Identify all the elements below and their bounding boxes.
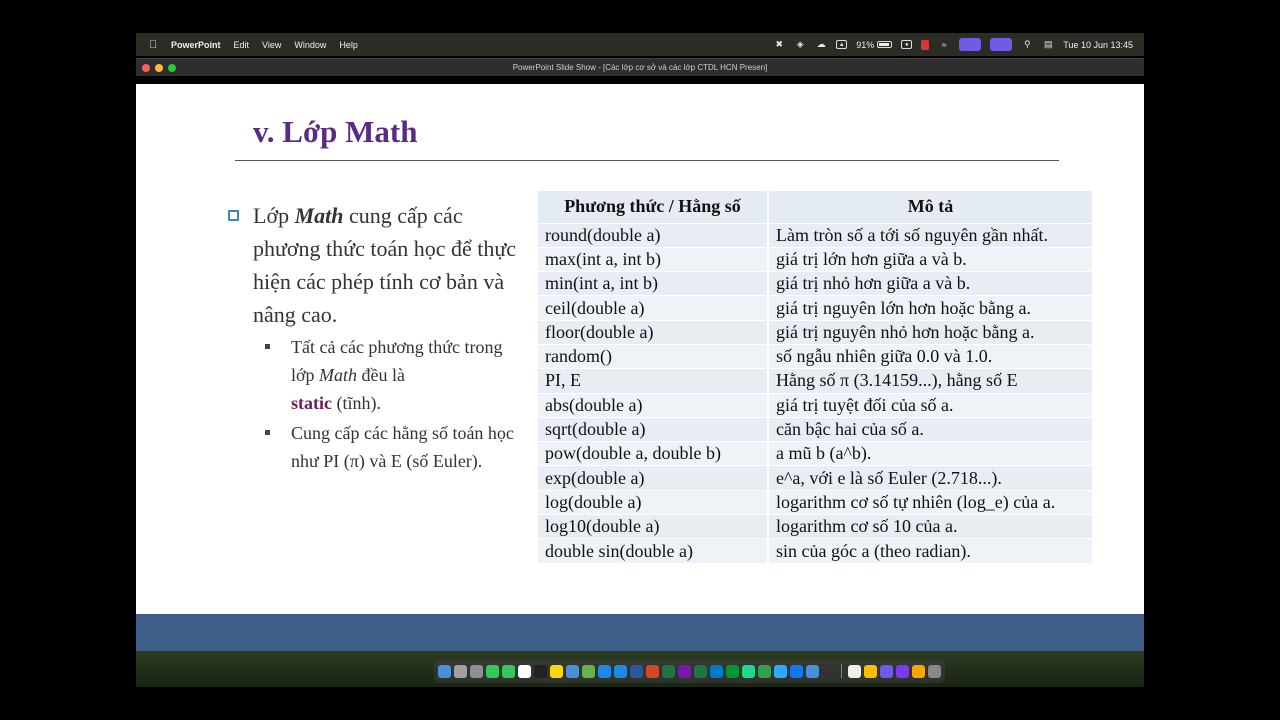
dock-chrome-icon[interactable]: [864, 665, 877, 678]
method-cell: random(): [538, 344, 768, 368]
dock-screenshot-icon[interactable]: [928, 665, 941, 678]
table-row: [538, 393, 1092, 417]
status-area: [773, 38, 1144, 51]
dock-pycharm-icon[interactable]: [742, 665, 755, 678]
description-cell: số ngẫu nhiên giữa 0.0 và 1.0.: [768, 344, 1092, 368]
table-row: [538, 223, 1092, 247]
user-icon[interactable]: ●: [901, 40, 912, 49]
method-cell: pow(double a, double b): [538, 442, 768, 466]
layers-icon[interactable]: ◈: [796, 39, 804, 49]
title-divider: [235, 160, 1059, 161]
window-title: PowerPoint Slide Show - [Các lớp cơ sở và các lớp CTDL HCN Presen]: [512, 63, 768, 72]
description-cell: Hằng số π (3.14159...), hằng số E: [768, 369, 1092, 393]
dock-notion-icon[interactable]: [534, 665, 547, 678]
dock-area: [136, 651, 1144, 687]
table-row: [538, 272, 1092, 296]
battery-percent: 91%: [856, 39, 875, 50]
dock-anki-icon[interactable]: [806, 665, 819, 678]
dock-photoshop-icon[interactable]: [774, 665, 787, 678]
sub-bullet-list: [291, 333, 526, 475]
description-cell: giá trị tuyệt đối của số a.: [768, 393, 1092, 417]
dock-mindnode-icon[interactable]: [880, 665, 893, 678]
description-cell: sin của góc a (theo radian).: [768, 539, 1092, 563]
table-row: [538, 490, 1092, 514]
dock-powerpoint-icon[interactable]: [646, 665, 659, 678]
bullet-text-pre: Lớp: [253, 203, 295, 228]
table-row: [538, 247, 1092, 271]
slide-canvas[interactable]: [136, 84, 1144, 614]
clock[interactable]: Tue 10 Jun 13:45: [1063, 39, 1133, 50]
dock-safari-icon[interactable]: [614, 665, 627, 678]
description-cell: logarithm cơ số tự nhiên (log_e) của a.: [768, 490, 1092, 514]
header-method: Phương thức / Hằng số: [538, 191, 768, 223]
record-icon[interactable]: [921, 40, 929, 50]
dock-pages-icon[interactable]: [912, 665, 925, 678]
dock-texteditor-icon[interactable]: [848, 665, 861, 678]
maximize-window-button[interactable]: [168, 64, 176, 72]
sub-bullet-post: (tĩnh).: [331, 393, 381, 413]
dock-onenote-icon[interactable]: [678, 665, 691, 678]
dock-facetime-icon[interactable]: [502, 665, 515, 678]
screen-mirror-icon[interactable]: [959, 38, 981, 51]
sub-bullet-static: [291, 333, 526, 417]
menu-window[interactable]: Window: [294, 39, 327, 50]
sub-bullet-text: Cung cấp các hằng số toán học như PI (π) và E (số Euler).: [291, 423, 514, 471]
traffic-lights: [142, 64, 176, 72]
menu-app-name[interactable]: PowerPoint: [171, 39, 221, 50]
description-cell: Làm tròn số a tới số nguyên gần nhất.: [768, 223, 1092, 247]
menu-help[interactable]: Help: [339, 39, 358, 50]
method-cell: PI, E: [538, 369, 768, 393]
method-cell: double sin(double a): [538, 539, 768, 563]
table-row: [538, 369, 1092, 393]
description-cell: e^a, với e là số Euler (2.718...).: [768, 466, 1092, 490]
dock-vscode-icon[interactable]: [710, 665, 723, 678]
small-square-bullet-icon: [265, 344, 270, 349]
mute-icon[interactable]: ✖: [775, 39, 784, 49]
method-cell: sqrt(double a): [538, 417, 768, 441]
header-description: Mô tả: [768, 191, 1092, 223]
table-row: [538, 296, 1092, 320]
method-cell: floor(double a): [538, 320, 768, 344]
methods-table: [538, 191, 1092, 564]
method-cell: ceil(double a): [538, 296, 768, 320]
method-cell: log(double a): [538, 490, 768, 514]
cloud-icon[interactable]: ☁: [816, 39, 826, 49]
dock-terminal-icon[interactable]: [822, 665, 835, 678]
wifi-icon[interactable]: ≈: [941, 39, 947, 50]
method-cell: min(int a, int b): [538, 272, 768, 296]
method-cell: exp(double a): [538, 466, 768, 490]
dock-launchpad-icon[interactable]: [454, 665, 467, 678]
description-cell: giá trị nhỏ hơn giữa a và b.: [768, 272, 1092, 296]
search-icon[interactable]: ⚲: [1023, 39, 1031, 49]
method-cell: max(int a, int b): [538, 247, 768, 271]
bullet-text-emph: Math: [294, 203, 344, 228]
slide-footer-band: [136, 614, 1144, 651]
method-cell: abs(double a): [538, 393, 768, 417]
battery-icon: [877, 41, 892, 48]
method-cell: round(double a): [538, 223, 768, 247]
description-cell: giá trị lớn hơn giữa a và b.: [768, 247, 1092, 271]
dock-vim-icon[interactable]: [726, 665, 739, 678]
table-row: [538, 344, 1092, 368]
table-row: [538, 320, 1092, 344]
apple-icon[interactable]: [149, 39, 161, 51]
main-bullet: [226, 199, 526, 331]
dock-word-icon[interactable]: [630, 665, 643, 678]
sub-bullet-pre: Tất cả các phương thức trong lớp: [291, 337, 503, 385]
table-row: [538, 515, 1092, 539]
dock-settings-icon[interactable]: [470, 665, 483, 678]
window-icon[interactable]: [990, 38, 1012, 51]
description-cell: giá trị nguyên lớn hơn hoặc bằng a.: [768, 296, 1092, 320]
dock-separator: [841, 664, 842, 678]
table-row: [538, 466, 1092, 490]
dock-excel-2-icon[interactable]: [694, 665, 707, 678]
dock-numbers-icon[interactable]: [758, 665, 771, 678]
battery-indicator[interactable]: [856, 40, 892, 50]
description-cell: căn bậc hai của số a.: [768, 417, 1092, 441]
dock: [434, 659, 945, 683]
description-cell: giá trị nguyên nhỏ hơn hoặc bằng a.: [768, 320, 1092, 344]
slide-title: v. Lớp Math: [253, 114, 418, 149]
sub-bullet-constants: [291, 419, 526, 475]
dock-finder-icon[interactable]: [438, 665, 451, 678]
table-header-row: [538, 191, 1092, 223]
minimize-window-button[interactable]: [155, 64, 163, 72]
table-body: [538, 223, 1092, 563]
dock-excel-icon[interactable]: [662, 665, 675, 678]
static-keyword: static: [291, 393, 332, 413]
description-cell: logarithm cơ số 10 của a.: [768, 515, 1092, 539]
menu-edit[interactable]: Edit: [233, 39, 250, 50]
method-cell: log10(double a): [538, 515, 768, 539]
close-window-button[interactable]: [142, 64, 150, 72]
description-cell: a mũ b (a^b).: [768, 442, 1092, 466]
dock-preview-icon[interactable]: [582, 665, 595, 678]
bullet-text-post: cung cấp các phương thức toán học để thực hiện các phép tính cơ bản và nâng cao.: [253, 203, 517, 327]
bullet-list: [226, 199, 526, 477]
dock-notes-icon[interactable]: [550, 665, 563, 678]
square-bullet-icon: [228, 210, 239, 221]
menu-bar: [136, 33, 1144, 56]
small-square-bullet-icon: [265, 430, 270, 435]
dock-xcode-icon[interactable]: [790, 665, 803, 678]
dock-obsidian-icon[interactable]: [896, 665, 909, 678]
sub-bullet-mid: đều là: [357, 365, 406, 385]
dock-messages-icon[interactable]: [486, 665, 499, 678]
table-row: [538, 539, 1092, 563]
dock-finder-2-icon[interactable]: [566, 665, 579, 678]
dock-mail-icon[interactable]: [598, 665, 611, 678]
table-row: [538, 442, 1092, 466]
window-titlebar[interactable]: [136, 58, 1144, 76]
menu-view[interactable]: View: [262, 39, 282, 50]
control-center-icon[interactable]: ▤: [1044, 39, 1053, 49]
dock-calendar-icon[interactable]: [518, 665, 531, 678]
table-row: [538, 417, 1092, 441]
drive-icon[interactable]: ▲: [836, 40, 847, 49]
sub-bullet-emph: Math: [319, 365, 358, 385]
